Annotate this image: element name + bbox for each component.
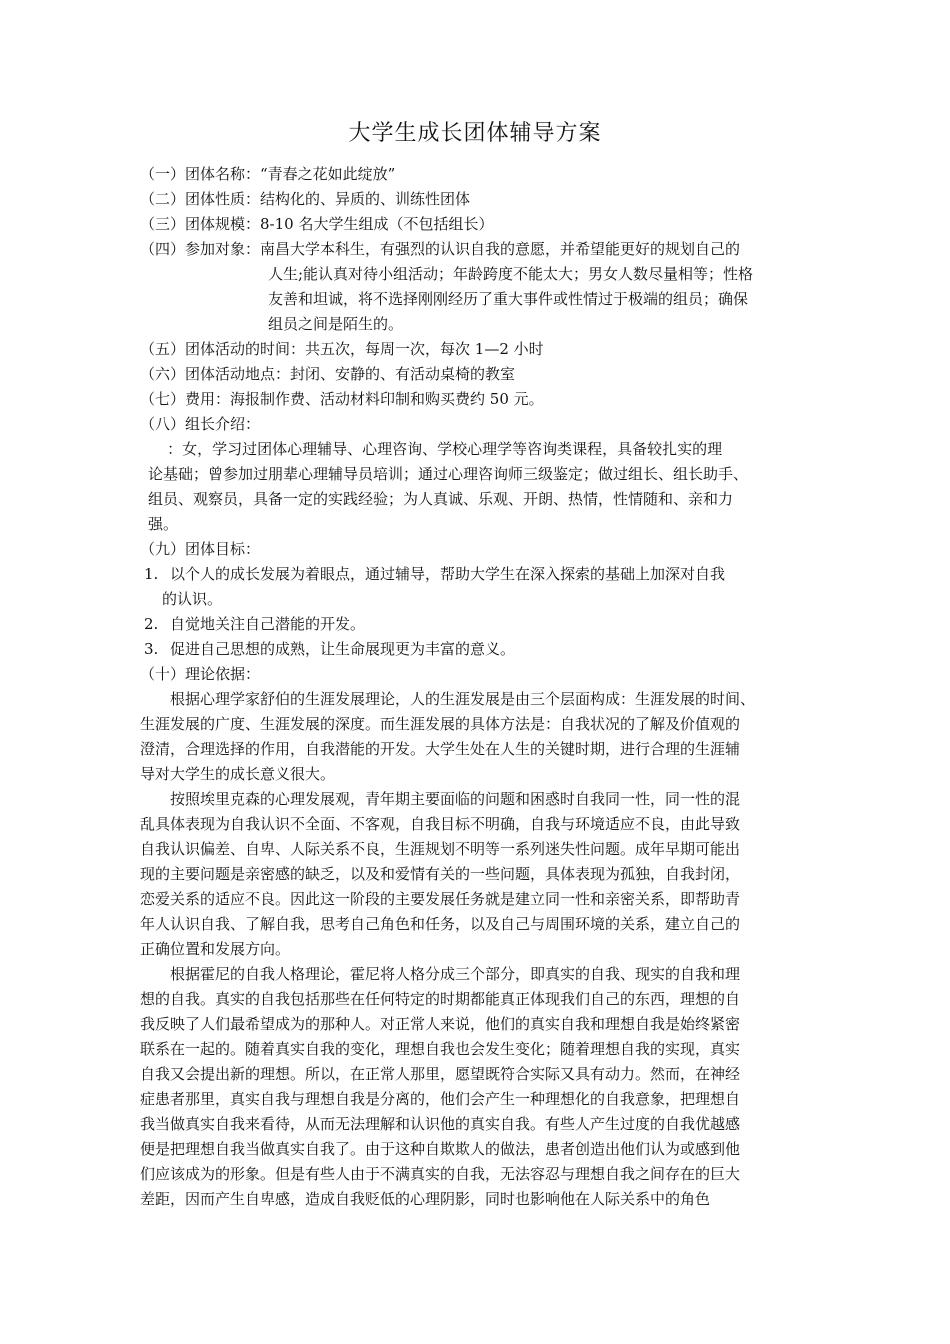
leader-intro-line: 强。	[148, 515, 179, 533]
goal-number: 1.	[144, 565, 159, 583]
paragraph-line: 便是把理想自我当做真实自我了。由于这种自欺欺人的做法，患者创造出他们认为或感到他	[140, 1140, 741, 1158]
paragraph-line: 症患者那里，真实自我与理想自我是分离的，他们会产生一种理想化的自我意象，把理想自	[140, 1090, 741, 1108]
item-scale: （三）团体规模：8-10 名大学生组成（不包括组长）	[140, 215, 494, 233]
goals-heading: （九）团体目标：	[140, 540, 261, 558]
leader-intro-line: 组员、观察员，具备一定的实践经验；为人真诚、乐观、开朗、热情，性情随和、亲和力	[148, 490, 734, 508]
document-title: 大学生成长团体辅导方案	[348, 121, 602, 146]
goal-number: 2.	[144, 615, 159, 633]
paragraph-line: 正确位置和发展方向。	[140, 940, 291, 958]
goal-item-cont: 的认识。	[162, 590, 223, 608]
goal-text: 促进自己思想的成熟，让生命展现更为丰富的意义。	[170, 640, 516, 658]
item-nature: （二）团体性质：结构化的、异质的、训练性团体	[140, 190, 471, 208]
paragraph-line: 联系在一起的。随着真实自我的变化，理想自我也会发生变化；随着理想自我的实现，真实	[140, 1040, 741, 1058]
paragraph-line: 澄清，合理选择的作用，自我潜能的开发。大学生处在人生的关键时期，进行合理的生涯辅	[140, 740, 741, 758]
theory-paragraph-horney	[140, 962, 820, 1212]
theory-paragraph-erikson	[140, 787, 820, 962]
paragraph-line: 自我又会提出新的理想。所以，在正常人那里，愿望既符合实际又具有动力。然而，在神经	[140, 1065, 741, 1083]
item-cost: （七）费用：海报制作费、活动材料印制和购买费约 50 元。	[140, 390, 544, 408]
document-body	[140, 162, 820, 1212]
paragraph-line: 恋爱关系的适应不良。因此这一阶段的主要发展任务就是建立同一性和亲密关系，即帮助青	[140, 890, 741, 908]
item-participants-cont: 人生;能认真对待小组活动；年龄跨度不能太大；男女人数尽量相等；性格	[268, 265, 754, 283]
item-participants-cont: 友善和坦诚，将不选择刚刚经历了重大事件或性情过于极端的组员；确保	[268, 290, 749, 308]
paragraph-line: 想的自我。真实的自我包括那些在任何特定的时期都能真正体现我们自己的东西，理想的自	[140, 990, 741, 1008]
paragraph-line: 导对大学生的成长意义很大。	[140, 765, 336, 783]
paragraph-line: 自我认识偏差、自卑、人际关系不良，生涯规划不明等一系列迷失性问题。成年早期可能出	[140, 840, 741, 858]
goal-text: 自觉地关注自己潜能的开发。	[170, 615, 366, 633]
goal-number: 3.	[144, 640, 159, 658]
leader-intro-line: 论基础；曾参加过朋辈心理辅导员培训；通过心理咨询师三级鉴定；做过组长、组长助手、	[148, 465, 749, 483]
paragraph-line: 按照埃里克森的心理发展观，青年期主要面临的问题和困惑时自我同一性，同一性的混	[140, 790, 741, 808]
leader-intro-line: ：女，学习过团体心理辅导、心理咨询、学校心理学等咨询类课程，具备较扎实的理	[148, 440, 723, 458]
item-leader-heading: （八）组长介绍：	[140, 415, 261, 433]
paragraph-line: 根据心理学家舒伯的生涯发展理论，人的生涯发展是由三个层面构成：生涯发展的时间、	[140, 690, 756, 708]
theory-paragraph-super	[140, 687, 820, 787]
paragraph-line: 乱具体表现为自我认识不全面、不客观，自我目标不明确，自我与环境适应不良，由此导致	[140, 815, 741, 833]
paragraph-line: 生涯发展的广度、生涯发展的深度。而生涯发展的具体方法是：自我状况的了解及价值观的	[140, 715, 741, 733]
item-location: （六）团体活动地点：封闭、安静的、有活动桌椅的教室	[140, 365, 516, 383]
item-time: （五）团体活动的时间：共五次，每周一次，每次 1—2 小时	[140, 340, 544, 358]
theory-heading: （十）理论依据：	[140, 665, 261, 683]
paragraph-line: 年人认识自我、了解自我，思考自己角色和任务，以及自己与周围环境的关系，建立自己的	[140, 915, 741, 933]
item-participants-cont: 组员之间是陌生的。	[268, 315, 404, 333]
item-participants: （四）参加对象：南昌大学本科生，有强烈的认识自我的意愿，并希望能更好的规划自己的	[140, 240, 741, 258]
paragraph-line: 现的主要问题是亲密感的缺乏，以及和爱情有关的一些问题，具体表现为孤独，自我封闭，	[140, 865, 741, 883]
paragraph-line: 根据霍尼的自我人格理论，霍尼将人格分成三个部分，即真实的自我、现实的自我和理	[140, 965, 741, 983]
item-name: （一）团体名称：“青春之花如此绽放”	[140, 165, 396, 183]
paragraph-line: 我当做真实自我来看待，从而无法理解和认识他的真实自我。有些人产生过度的自我优越感	[140, 1115, 741, 1133]
paragraph-line: 们应该成为的形象。但是有些人由于不满真实的自我，无法容忍与理想自我之间存在的巨大	[140, 1165, 741, 1183]
paragraph-line: 差距，因而产生自卑感，造成自我贬低的心理阴影，同时也影响他在人际关系中的角色	[140, 1190, 711, 1208]
goal-item	[140, 637, 820, 662]
paragraph-line: 我反映了人们最希望成为的那种人。对正常人来说，他们的真实自我和理想自我是始终紧密	[140, 1015, 741, 1033]
goal-item	[140, 562, 820, 587]
goal-text: 以个人的成长发展为着眼点，通过辅导，帮助大学生在深入探索的基础上加深对自我	[170, 565, 726, 583]
goal-item	[140, 612, 820, 637]
